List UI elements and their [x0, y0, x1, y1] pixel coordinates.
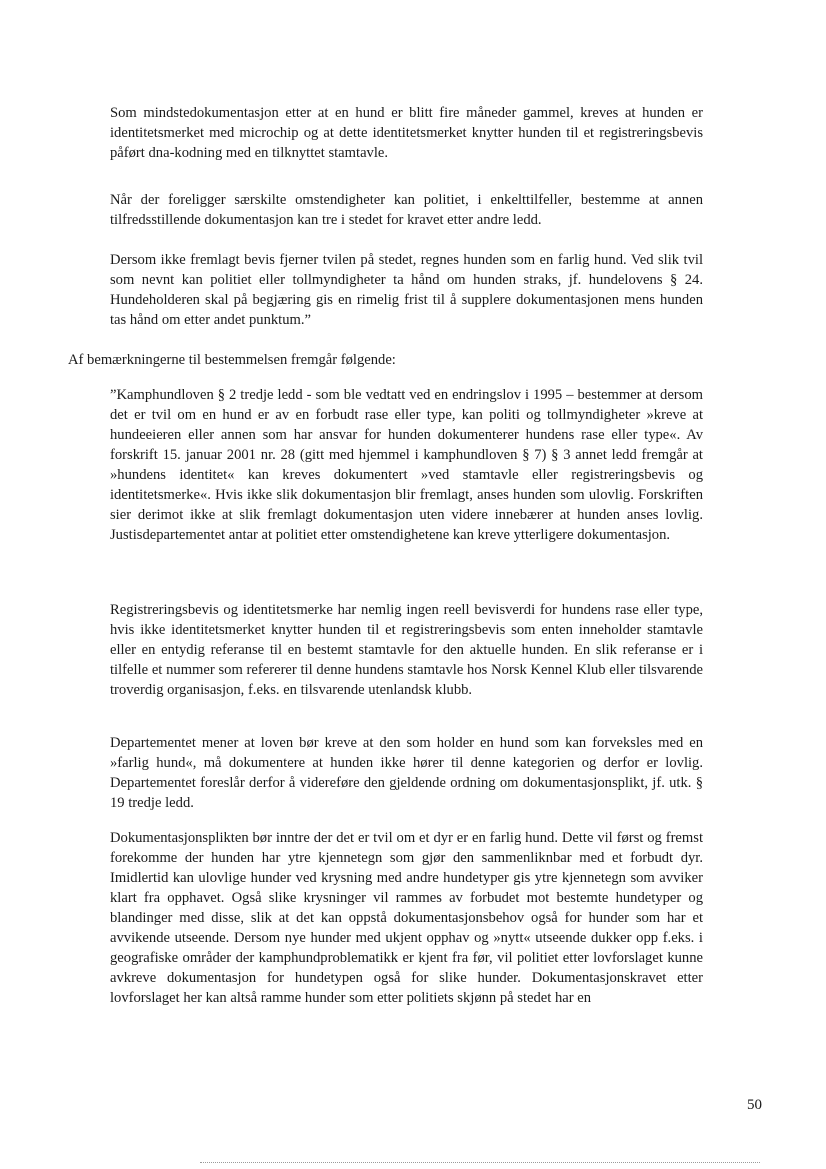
quote-paragraph-dangerous-dog-doubt: Dersom ikke fremlagt bevis fjerner tvilen på stedet, regnes hunden som en farlig hund. Ved slik tvil som nevnt kan politiet eller tollmyndigheter ta hånd om hunden straks, jf. hundelovens § 24. Hundeholderen skal på begjæring gis en rimelig frist til å supplere dokumentasjonen mens hunden tas hånd om etter andet punktum.” — [110, 252, 703, 328]
page-number: 50 — [747, 1097, 762, 1113]
remarks-paragraph-department-view: Departementet mener at loven bør kreve at den som holder en hund som kan forveksles med en »farlig hund«, må dokumentere at hunden ikke hører til denne kategorien og derfor er lovlig. Departementet foreslår derfor å videreføre den gjeldende ordning om dokumentasjonsplikt, jf. utk. § 19 tredje ledd. — [110, 735, 703, 811]
remarks-paragraph-registration-evidence: Registreringsbevis og identitetsmerke har nemlig ingen reell bevisverdi for hundens rase eller type, hvis ikke identitetsmerket knytter hunden til et registreringsbevis som enten inneholder stamtavle eller en entydig referanse til en bestemt stamtavle for den aktuelle hunden. En slik referanse er i tilfelle et nummer som refererer til denne hundens stamtavle hos Norsk Kennel Klub eller tilsvarende troverdig organisasjon, f.eks. en tilsvarende utenlandsk klubb. — [110, 602, 703, 698]
remarks-paragraph-documentation-duty: Dokumentasjonsplikten bør inntre der det er tvil om et dyr er en farlig hund. Dette vil først og fremst forekomme der hunden har ytre kjennetegn som gjør den sammenliknbar med et forbudt dyr. Imidlertid kan ulovlige hunder ved krysning med andre hundetyper gis ytre kjennetegn som avviker klart fra opphavet. Også slike krysninger vil rammes av forbudet mot bestemte hundetyper og blandinger med disse, slik at det kan oppstå dokumentasjonsbehov også for hunder som har et avvikende utseende. Dersom nye hunder med ukjent opphav og »nytt« utseende dukker opp f.eks. i geografiske områder der kamphundproblematikk er kjent fra før, vil politiet etter lovforslaget kunne avkreve dokumentasjon for hundetypen også for slike hunder. Dokumentasjonskravet etter lovforslaget her kan altså ramme hunder som etter politiets skjønn på stedet har en — [110, 830, 703, 1006]
scan-bottom-edge-divider — [200, 1162, 760, 1163]
quote-paragraph-special-circumstances: Når der foreligger særskilte omstendigheter kan politiet, i enkelttilfeller, bestemme at annen tilfredsstillende dokumentasjon kan tre i stedet for kravet etter andre ledd. — [110, 192, 703, 228]
quote-paragraph-minimum-documentation: Som mindstedokumentasjon etter at en hund er blitt fire måneder gammel, kreves at hunden er identitetsmerket med microchip og at dette identitetsmerket knytter hunden til et registreringsbevis påført dna-kodning med en tilknyttet stamtavle. — [110, 105, 703, 161]
remarks-paragraph-kamphundloven: ”Kamphundloven § 2 tredje ledd - som ble vedtatt ved en endringslov i 1995 – bestemmer at dersom det er tvil om en hund er av en forbudt rase eller type, kan politi og tollmyndigheter »kreve at hundeeieren eller annen som har ansvar for hunden dokumenterer hundens rase eller type«. Av forskrift 15. januar 2001 nr. 28 (gitt med hjemmel i kamphundloven § 7) § 3 annet ledd fremgår at »hundens identitet« kan kreves dokumentert »ved stamtavle eller registreringsbevis og identitetsmerke«. Hvis ikke slik dokumentasjon blir fremlagt, anses hunden som ulovlig. Forskriften sier derimot ikke at slik fremlagt dokumentasjon uten videre innebærer at hunden anses lovlig. Justisdepartementet antar at politiet etter omstendighetene kan kreve ytterligere dokumentasjon. — [110, 387, 703, 543]
intro-sentence: Af bemærkningerne til bestemmelsen fremgår følgende: — [68, 352, 396, 368]
